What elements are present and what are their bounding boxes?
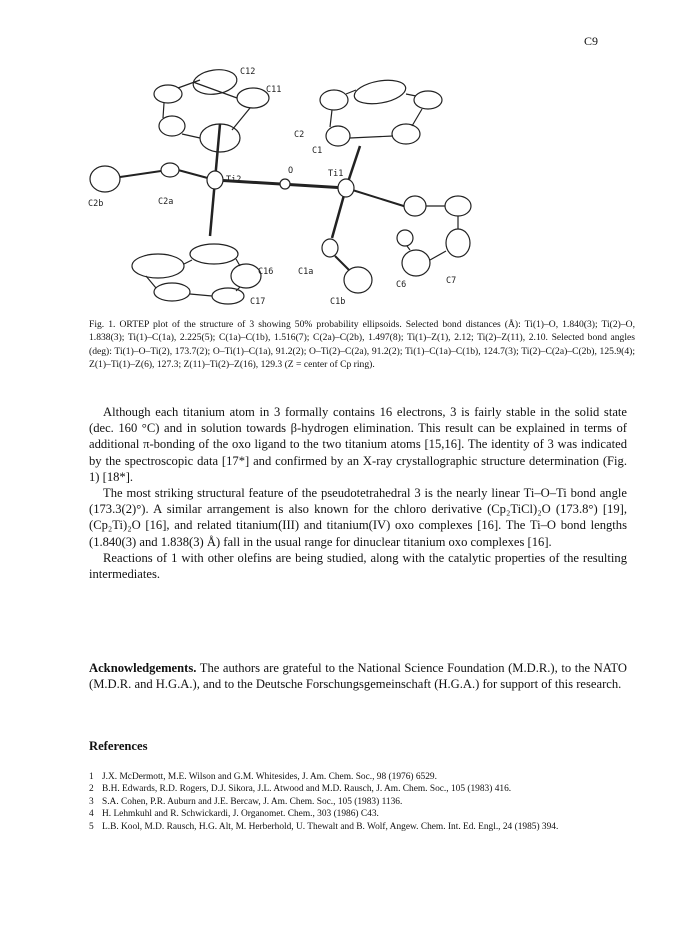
label-c12: C12 xyxy=(240,67,256,77)
reference-text: S.A. Cohen, P.R. Auburn and J.E. Bercaw, J. Am. Chem. Soc., 105 (1983) 1136. xyxy=(102,796,403,807)
label-o: O xyxy=(288,166,294,176)
label-c11: C11 xyxy=(266,85,282,95)
label-c1a: C1a xyxy=(298,267,314,277)
figure-caption xyxy=(89,318,635,371)
label-c17: C17 xyxy=(250,297,266,307)
references-list xyxy=(89,771,627,833)
label-c2b: C2b xyxy=(88,199,104,209)
cp-ring-upper-left xyxy=(154,67,269,152)
page-number: C9 xyxy=(583,34,598,48)
ti2-atom xyxy=(207,171,223,189)
figure-caption-label: Fig. 1. xyxy=(89,319,116,330)
reference-item xyxy=(89,821,627,833)
acknowledgements-text: The authors are grateful to the National Science Foundation (M.D.R.), to the NATO (M.D.R. and H.G.A.), and to the Deutsche Forschungsgemeinschaft (H.G.A.) for support of this research. xyxy=(89,661,627,692)
reference-number: 4 xyxy=(89,809,94,820)
body-paragraph: Reactions of 1 with other olefins are being studied, along with the catalytic properties of the resulting intermediates. xyxy=(89,550,627,582)
reference-text: B.H. Edwards, R.D. Rogers, D.J. Sikora, J.L. Atwood and M.D. Rausch, J. Am. Chem. Soc., 105 (1983) 416. xyxy=(102,784,512,795)
reference-number: 1 xyxy=(89,772,94,782)
acknowledgements-label: Acknowledgements. xyxy=(89,661,197,675)
reference-item xyxy=(89,771,627,783)
label-ti1: Ti1 xyxy=(328,169,344,179)
label-c1b: C1b xyxy=(330,297,346,307)
c2b-atom xyxy=(90,166,120,192)
o-atom xyxy=(280,179,290,189)
label-c2a: C2a xyxy=(158,197,174,207)
cp-ring-right xyxy=(397,196,471,276)
reference-text: L.B. Kool, M.D. Rausch, H.G. Alt, M. Herberhold, U. Thewalt and B. Wolf, Angew. Chem. Int. Ed. Engl., 24 (1985) 394. xyxy=(102,821,559,832)
reference-item xyxy=(89,808,627,820)
reference-item xyxy=(89,783,627,795)
label-c2: C2 xyxy=(294,130,305,140)
reference-number: 2 xyxy=(89,784,94,795)
ortep-figure xyxy=(60,58,620,320)
label-ti2: Ti2 xyxy=(226,175,242,185)
label-c16: C16 xyxy=(258,267,274,277)
ti1-atom xyxy=(338,179,354,197)
ortep-structure-drawing xyxy=(60,58,620,320)
label-c6: C6 xyxy=(396,280,407,290)
reference-item xyxy=(89,796,627,808)
body-paragraph: The most striking structural feature of the pseudotetrahedral 3 is the nearly linear Ti–O–Ti bond angle (173.3(2)°). A similar arrangement is also known for the chloro derivative (Cp₂TiCl)₂O (173.8°) [19], (Cp₂Ti)₂O [16], and related titanium(III) and titanium(IV) oxo complexes [16]. The Ti–O bond lengths (1.840(3) and 1.838(3) Å) fall in the usual range for dinuclear titanium oxo complexes [16]. xyxy=(89,486,627,549)
cp-ring-upper-right xyxy=(320,77,442,146)
body-text xyxy=(89,404,627,582)
acknowledgements xyxy=(89,660,627,692)
cp-ring-lower-left xyxy=(132,244,261,304)
references-heading: References xyxy=(89,739,148,753)
reference-number: 3 xyxy=(89,796,94,807)
reference-number: 5 xyxy=(89,821,94,832)
label-c7: C7 xyxy=(446,276,457,286)
figure-caption-text: ORTEP plot of the structure of 3 showing 50% probability ellipsoids. Selected bond distances (Å): Ti(1)–O, 1.840(3); Ti(2)–O, 1.838(3); Ti(1)–C(1a), 2.225(5); C(1a)–C(1b), 1.516(7); C(2a)–C(2b), 1.497(8); Ti(1)–Z(1), 2.12; Ti(2)–Z(11), 2.10. Selected bond angles (deg): Ti(1)–O–Ti(2), 173.7(2); O–Ti(1)–C(1a), 91.2(2); O–Ti(2)–C(2a), 91.2(2); Ti(1)–C(1a)–C(1b), 124.7(3); Ti(2)–C(2a)–C(2b), 125.9(4); Z(1)–Ti(1)–Z(6), 127.3; Z(11)–Ti(2)–Z(16), 129.3 (Z = center of Cp ring). xyxy=(89,319,635,370)
c1a-atom xyxy=(322,239,338,257)
body-paragraph: Although each titanium atom in 3 formally contains 16 electrons, 3 is fairly stable in the solid state (dec. 160 °C) and in solution towards β-hydrogen elimination. This result can be explained in terms of additional π-bonding of the oxo ligand to the two titanium atoms [15,16]. The identity of 3 was indicated by the spectroscopic data [17*] and confirmed by an X-ray crystallographic structure determination (Fig. 1) [18*]. xyxy=(89,405,627,484)
c2a-atom xyxy=(161,163,179,177)
reference-text: H. Lehmkuhl and R. Schwickardi, J. Organomet. Chem., 303 (1986) C43. xyxy=(102,809,379,820)
c1b-atom xyxy=(344,267,372,293)
label-c1: C1 xyxy=(312,146,323,156)
reference-text: J.X. McDermott, M.E. Wilson and G.M. Whitesides, J. Am. Chem. Soc., 98 (1976) 6529. xyxy=(102,772,437,782)
